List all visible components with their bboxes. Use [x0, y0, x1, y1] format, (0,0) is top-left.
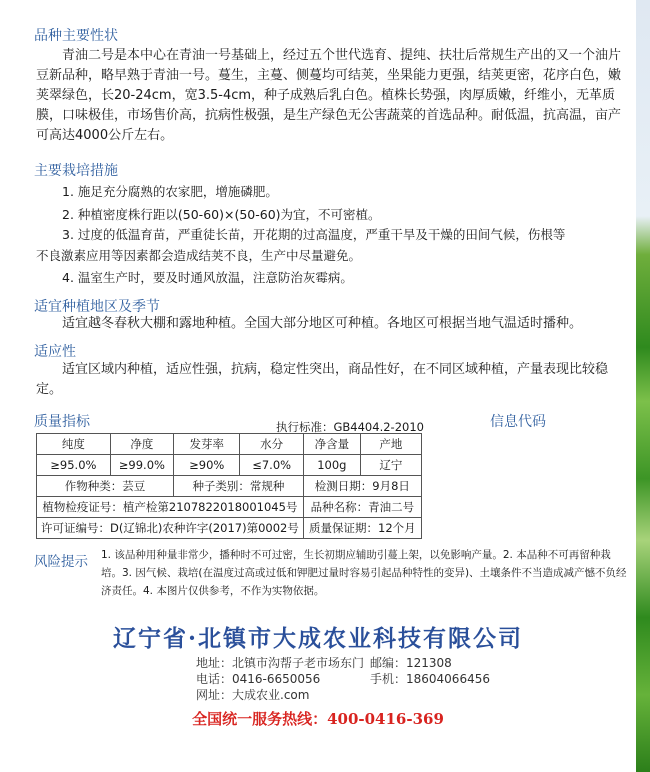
adaptability-heading: 适应性: [34, 344, 76, 360]
quality-heading: 质量指标: [34, 414, 90, 430]
variety-name-cell: 品种名称：青油二号: [303, 497, 421, 518]
cultivation-item: 2. 种植密度株行距以(50-60)×(50-60)为宜，不可密植。: [62, 207, 381, 222]
cultivation-heading: 主要栽培措施: [34, 163, 118, 179]
table-cell: 辽宁: [360, 455, 421, 476]
table-cell: ≥99.0%: [110, 455, 173, 476]
table-header-cell: 发芽率: [174, 434, 240, 455]
quality-table: [36, 433, 422, 539]
company-address: 地址：北镇市沟帮子老市场东门: [196, 656, 365, 670]
test-date-cell: 检测日期：9月8日: [303, 476, 421, 497]
table-row: [37, 497, 422, 518]
variety-description: 青油二号是本中心在青油一号基础上，经过五个世代选育、提纯、扶壮后常规生产出的又一个油片豆新品种，略早熟于青油一号。蔓生，主蔓、侧蔓均可结荚，坐果能力更强，结荚更密，花序白色，嫩荚翠绿色，长20-24cm，宽3.5-4cm，种子成熟后乳白色。植株长势强，肉厚质嫩，纤维小，无革质膜，口味极佳，市场售价高，抗病性极强，是生产绿色无公害蔬菜的首选品种。耐低温，抗高温，亩产可高达4000公斤左右。: [36, 48, 622, 143]
company-phone: 电话：0416-6650056: [196, 672, 321, 686]
cultivation-item: 4. 温室生产时，要及时通风放温，注意防治灰霉病。: [62, 270, 353, 285]
quarantine-cell: 植物检疫证号：植产检第2107822018001045号: [37, 497, 304, 518]
crop-type-cell: 作物种类：芸豆: [37, 476, 174, 497]
decorative-green-edge: [636, 0, 650, 772]
seed-type-cell: 种子类别：常规种: [174, 476, 304, 497]
table-header-cell: 净度: [110, 434, 173, 455]
table-row: [37, 455, 422, 476]
region-description: 适宜越冬春秋大棚和露地种植。全国大部分地区可种植。各地区可根据当地气温适时播种。: [62, 316, 583, 331]
company-website: 网址：大成农业.com: [196, 688, 310, 702]
variety-heading: 品种主要性状: [34, 28, 118, 44]
table-header-cell: 纯度: [37, 434, 111, 455]
table-row: [37, 476, 422, 497]
company-postcode: 邮编：121308: [370, 656, 452, 670]
execution-standard: 执行标准：GB4404.2-2010: [276, 420, 424, 434]
table-cell: ≥95.0%: [37, 455, 111, 476]
license-cell: 许可证编号：D(辽锦北)农种许字(2017)第0002号: [37, 518, 304, 539]
table-cell: 100g: [303, 455, 360, 476]
region-heading: 适宜种植地区及季节: [34, 299, 160, 315]
risk-text: 1. 该品种用种量非常少，播种时不可过密，生长初期应辅助引蔓上架，以免影响产量。2. 本品种不可再留种栽培。3. 因气候、栽培(在温度过高或过低和钾肥过量时容易引起品种特性的变异)、土壤条件不当造成减产憾不负经济责任。4. 本图片仅供参考，不作为实物依据。: [101, 549, 627, 597]
service-hotline: 全国统一服务热线：400-0416-369: [192, 710, 444, 728]
cultivation-item: 3. 过度的低温育苗，严重徒长苗，开花期的过高温度，严重干旱及干燥的田间气候，伤根等: [62, 227, 566, 242]
cultivation-item-continued: 不良激素应用等因素都会造成结荚不良，生产中尽量避免。: [36, 248, 362, 263]
table-header-cell: 净含量: [303, 434, 360, 455]
company-name: 辽宁省·北镇市大成农业科技有限公司: [112, 625, 523, 652]
table-header-cell: 产地: [360, 434, 421, 455]
cultivation-item: 1. 施足充分腐熟的农家肥，增施磷肥。: [62, 184, 278, 199]
adaptability-description: 适宜区域内种植，适应性强，抗病，稳定性突出，商品性好，在不同区域种植，产量表现比较稳定。: [36, 362, 609, 397]
company-mobile: 手机：18604066456: [370, 672, 490, 686]
table-row: [37, 518, 422, 539]
table-header-cell: 水分: [240, 434, 303, 455]
risk-label: 风险提示: [34, 554, 88, 570]
table-cell: ≤7.0%: [240, 455, 303, 476]
warranty-cell: 质量保证期：12个月: [303, 518, 421, 539]
table-cell: ≥90%: [174, 455, 240, 476]
table-header-row: [37, 434, 422, 455]
info-code-heading: 信息代码: [490, 414, 546, 430]
